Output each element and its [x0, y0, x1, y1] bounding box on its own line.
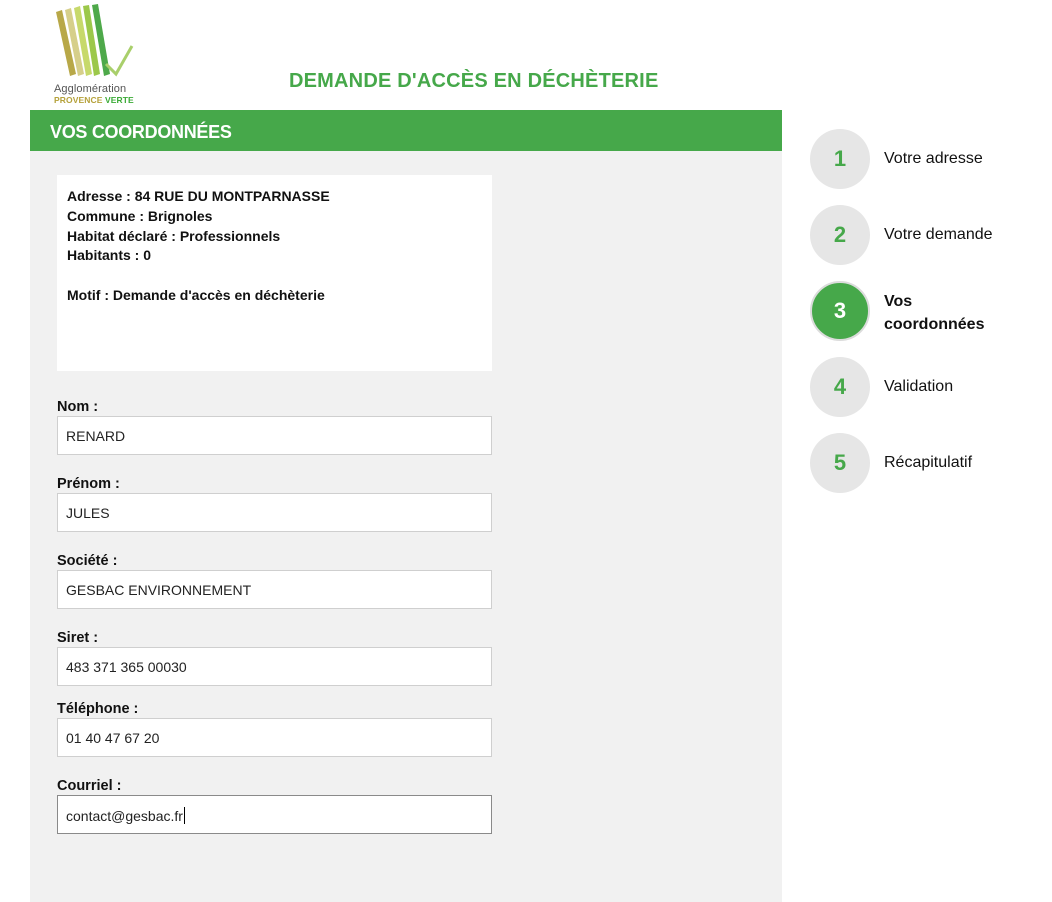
- step-recapitulatif[interactable]: [810, 433, 1050, 493]
- address-summary: [57, 175, 492, 371]
- main-panel: [30, 110, 782, 902]
- telephone-field: [57, 701, 492, 757]
- step-label: Vos coordonnées: [884, 293, 985, 333]
- telephone-input[interactable]: 01 40 47 67 20: [57, 718, 492, 757]
- courriel-label: Courriel :: [57, 778, 122, 794]
- step-label: Récapitulatif: [884, 454, 973, 471]
- summary-habitants: Habitants : 0: [67, 247, 152, 264]
- prenom-label: Prénom :: [57, 476, 120, 492]
- logo-text-provence-verte: [54, 95, 134, 105]
- logo-text-agglomeration: Agglomération: [54, 83, 127, 95]
- step-label: Votre adresse: [884, 150, 983, 167]
- summary-motif: Motif : Demande d'accès en déchèterie: [67, 286, 325, 303]
- summary-commune: Commune : Brignoles: [67, 207, 213, 224]
- societe-input[interactable]: GESBAC ENVIRONNEMENT: [57, 570, 492, 609]
- siret-input[interactable]: 483 371 365 00030: [57, 647, 492, 686]
- step-number: 1: [810, 129, 870, 189]
- section-header: VOS COORDONNÉES: [30, 110, 782, 151]
- step-validation[interactable]: [810, 357, 1050, 417]
- step-votre-adresse[interactable]: [810, 129, 1050, 189]
- summary-address: Adresse : 84 RUE DU MONTPARNASSE: [67, 188, 330, 204]
- nom-field: [57, 399, 492, 455]
- summary-spacer: [67, 266, 482, 286]
- step-number: 2: [810, 205, 870, 265]
- logo-text-verte: VERTE: [104, 95, 134, 105]
- step-number: 4: [810, 357, 870, 417]
- courriel-field: [57, 778, 492, 834]
- logo[interactable]: [52, 4, 142, 106]
- nom-input[interactable]: RENARD: [57, 416, 492, 455]
- courriel-input[interactable]: [57, 795, 492, 834]
- text-caret: [184, 807, 185, 824]
- step-number: 5: [810, 433, 870, 493]
- societe-label: Société :: [57, 553, 118, 569]
- courriel-value: contact@gesbac.fr: [66, 808, 183, 824]
- page-title: DEMANDE D'ACCÈS EN DÉCHÈTERIE: [289, 70, 659, 92]
- summary-habitat: Habitat déclaré : Professionnels: [67, 227, 281, 244]
- societe-field: [57, 553, 492, 609]
- logo-mark-icon: [52, 4, 142, 82]
- telephone-label: Téléphone :: [57, 701, 139, 717]
- siret-label: Siret :: [57, 630, 99, 646]
- step-label: Validation: [884, 378, 954, 395]
- prenom-field: [57, 476, 492, 532]
- siret-field: [57, 630, 492, 686]
- logo-text-provence: PROVENCE: [54, 95, 103, 105]
- step-number: 3: [810, 281, 870, 341]
- step-votre-demande[interactable]: [810, 205, 1050, 265]
- prenom-input[interactable]: JULES: [57, 493, 492, 532]
- nom-label: Nom :: [57, 399, 99, 415]
- step-vos-coordonnees[interactable]: [810, 281, 1050, 341]
- step-label: Votre demande: [884, 226, 993, 243]
